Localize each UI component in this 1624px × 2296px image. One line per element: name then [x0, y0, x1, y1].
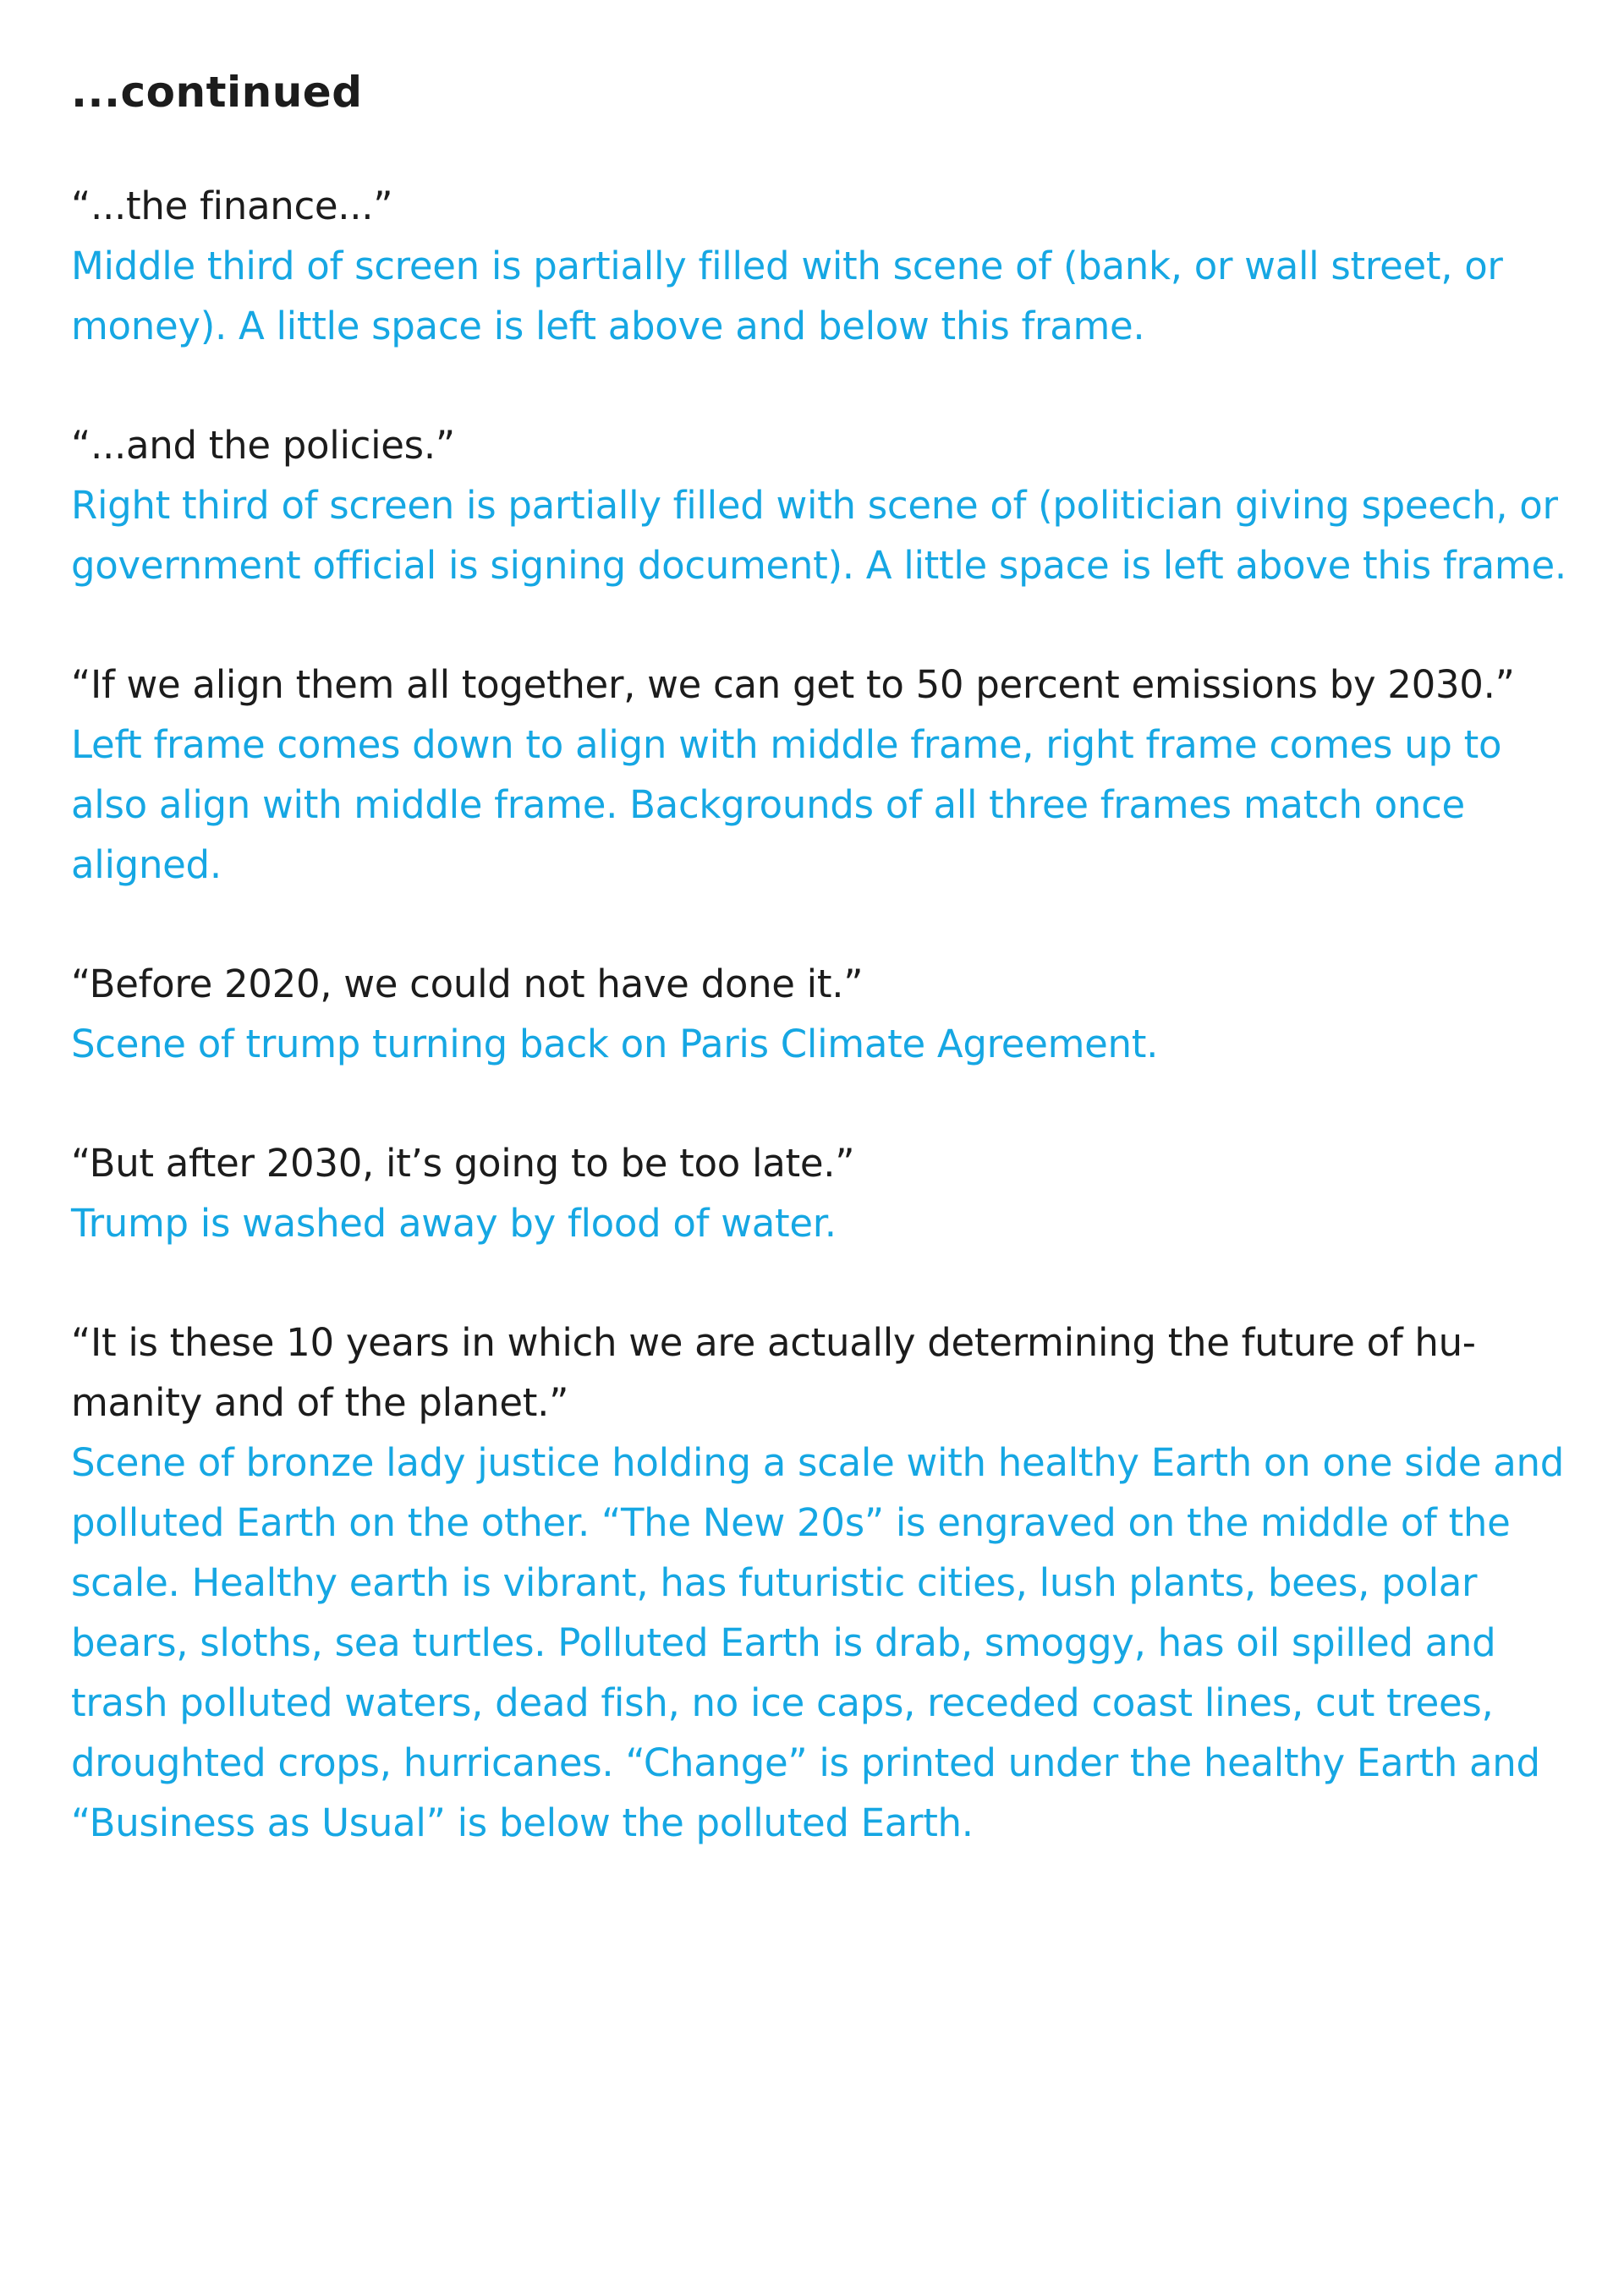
- script-block-ten-years: [71, 1312, 1568, 1853]
- narration-quote: “But after 2030, it’s going to be too late.”: [71, 1141, 855, 1186]
- script-block-finance: [71, 176, 1568, 356]
- scene-direction: Scene of bronze lady justice holding a scale with healthy Earth on one side and polluted Earth on the other. “The New 20s” is engraved on the middle of the scale. Healthy earth is vibrant, has futuristic cities, lush plants, bees, polar bears, sloths, sea turtles. Polluted Earth is drab, smoggy, has oil spilled and trash polluted waters, dead fish, no ice caps, receded coast lines, cut trees, droughted crops, hurricanes. “Change” is printed under the healthy Earth and “Business as Usual” is below the polluted Earth.: [71, 1440, 1564, 1845]
- script-page: [71, 59, 1568, 1912]
- scene-direction: Trump is washed away by flood of water.: [71, 1201, 837, 1246]
- scene-direction: Middle third of screen is partially filled with scene of (bank, or wall street, or money). A little space is left above and below this frame.: [71, 244, 1503, 348]
- narration-quote: “Before 2020, we could not have done it.”: [71, 962, 864, 1006]
- scene-direction: Left frame comes down to align with middle frame, right frame comes up to also align with middle frame. Backgrounds of all three frames match once aligned.: [71, 722, 1502, 887]
- continued-heading: ...continued: [71, 68, 363, 117]
- narration-quote: “It is these 10 years in which we are actually determining the future of hu-manity and of the planet.”: [71, 1320, 1476, 1425]
- narration-quote: “...the finance...”: [71, 184, 393, 228]
- narration-quote: “...and the policies.”: [71, 423, 455, 468]
- script-block-align: [71, 655, 1568, 895]
- scene-direction: Scene of trump turning back on Paris Climate Agreement.: [71, 1022, 1159, 1066]
- script-block-before-2020: [71, 954, 1568, 1074]
- script-block-after-2030: [71, 1133, 1568, 1253]
- script-block-policies: [71, 415, 1568, 595]
- narration-quote: “If we align them all together, we can get to 50 percent emissions by 2030.”: [71, 662, 1515, 707]
- scene-direction: Right third of screen is partially filled with scene of (politician giving speech, or government official is signing document). A little space is left above this frame.: [71, 483, 1566, 588]
